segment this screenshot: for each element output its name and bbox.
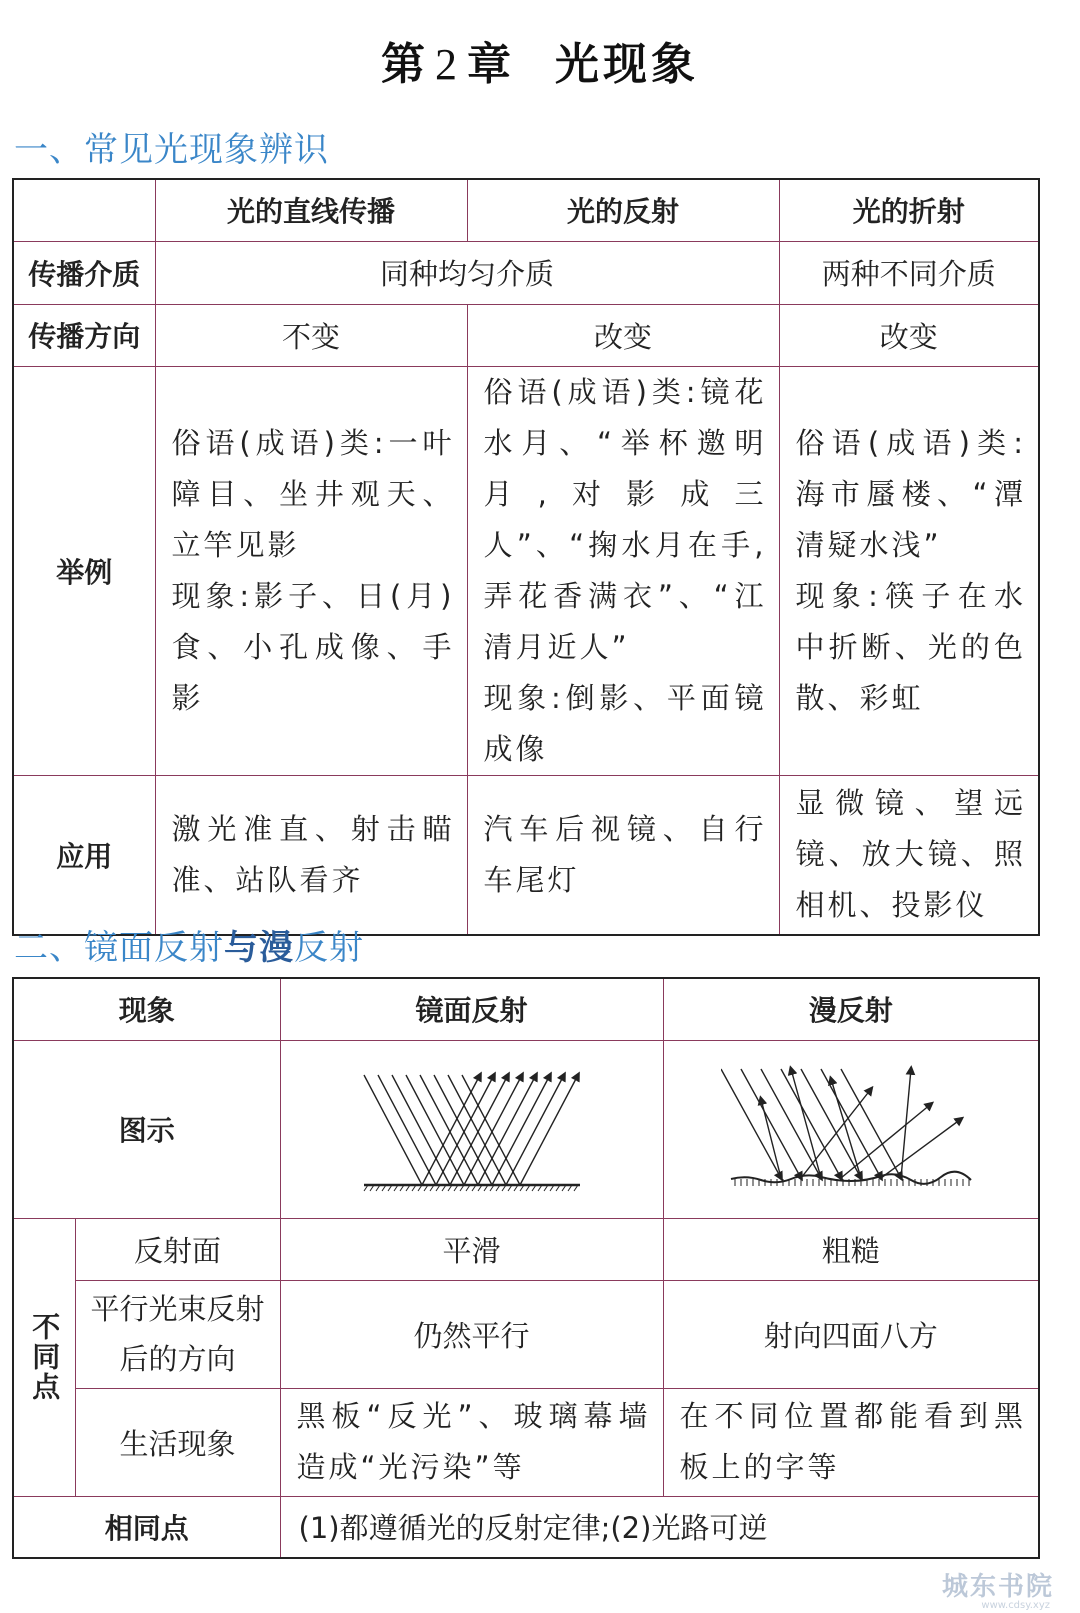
cell-specular-diagram: [280, 1040, 663, 1218]
examples-straight-idioms: 俗语(成语)类:一叶障目、坐井观天、立竿见影: [171, 425, 455, 562]
differences-label-cell: [13, 1218, 75, 1496]
examples-straight-phenomena: 现象:影子、日(月)食、小孔成像、手影: [171, 578, 455, 715]
row-header-diagram: 图示: [13, 1040, 280, 1218]
reflected-ray: [492, 1075, 550, 1185]
cell-medium-different: 两种不同介质: [779, 241, 1039, 304]
cell-examples-reflection: [467, 366, 779, 775]
row-header-surface: 反射面: [75, 1218, 280, 1280]
differences-label: 不同点: [28, 1312, 62, 1402]
examples-refraction-phenomena: 现象:筷子在水中折断、光的色散、彩虹: [795, 578, 1026, 715]
cell-life-specular: [280, 1388, 663, 1496]
col-header-refraction: 光的折射: [779, 179, 1039, 241]
examples-refraction-idioms: 俗语(成语)类:海市蜃楼、“潭清疑水浅”: [795, 425, 1026, 562]
corner-cell: [13, 179, 155, 241]
cell-common-text: (1)都遵循光的反射定律;(2)光路可逆: [280, 1496, 1039, 1558]
cell-medium-same: 同种均匀介质: [155, 241, 779, 304]
incident-ray: [821, 1069, 881, 1178]
reflected-ray: [450, 1075, 508, 1185]
col-header-diffuse: 漫反射: [663, 978, 1039, 1040]
cell-diffuse-diagram: [663, 1040, 1039, 1218]
incident-ray: [364, 1075, 422, 1185]
light-phenomena-table: [12, 178, 1040, 936]
diffuse-reflection-diagram: [721, 1059, 981, 1199]
col-header-straight: 光的直线传播: [155, 179, 467, 241]
cell-applications-straight: [155, 775, 467, 935]
row-header-examples: 举例: [13, 366, 155, 775]
applications-refraction-text: 显微镜、望远镜、放大镜、照相机、投影仪: [795, 786, 1026, 923]
col-header-phenomenon: 现象: [13, 978, 280, 1040]
page-title: 第 2 章 光现象: [381, 39, 699, 90]
row-header-medium: 传播介质: [13, 241, 155, 304]
cell-direction-specular: 仍然平行: [280, 1280, 663, 1388]
scattered-ray: [901, 1069, 911, 1178]
row-header-direction: 传播方向: [13, 304, 155, 366]
incident-ray: [462, 1075, 520, 1185]
reflected-ray: [506, 1075, 564, 1185]
cell-direction-diffuse: 射向四面八方: [663, 1280, 1039, 1388]
incident-ray: [841, 1069, 901, 1178]
incident-ray: [378, 1075, 436, 1185]
incident-ray: [448, 1075, 506, 1185]
cell-surface-specular: 平滑: [280, 1218, 663, 1280]
watermark-url: www.cdsy.xyz: [981, 1600, 1050, 1611]
row-header-common: 相同点: [13, 1496, 280, 1558]
reflected-ray: [464, 1075, 522, 1185]
incident-ray: [406, 1075, 464, 1185]
section-heading-1: 一、常见光现象辨识: [14, 130, 329, 170]
reflection-comparison-table: [12, 977, 1040, 1559]
cell-examples-straight: [155, 366, 467, 775]
life-specular-text: 黑板“反光”、玻璃幕墙造成“光污染”等: [296, 1399, 651, 1484]
applications-straight-text: 激光准直、射击瞄准、站队看齐: [171, 811, 455, 897]
examples-reflection-phenomena: 现象:倒影、平面镜成像: [483, 680, 767, 766]
watermark-logo: 城东书院: [941, 1572, 1054, 1602]
incident-ray: [392, 1075, 450, 1185]
col-header-specular: 镜面反射: [280, 978, 663, 1040]
examples-reflection-idioms: 俗语(成语)类:镜花水月、“举杯邀明月,对影成三人”、“掬水月在手,弄花香满衣”、“江清月近人”: [483, 374, 767, 664]
incident-ray: [420, 1075, 478, 1185]
row-header-beam-direction: [75, 1280, 280, 1388]
row-header-life: 生活现象: [75, 1388, 280, 1496]
rough-surface: [731, 1172, 971, 1184]
reflected-ray: [478, 1075, 536, 1185]
cell-examples-refraction: [779, 366, 1039, 775]
incident-ray: [721, 1069, 781, 1178]
cell-direction-reflection: 改变: [467, 304, 779, 366]
section-heading-2: 二、镜面反射与漫反射: [14, 928, 364, 968]
beam-direction-label: 平行光束反射后的方向: [90, 1292, 265, 1376]
cell-surface-diffuse: 粗糙: [663, 1218, 1039, 1280]
reflected-ray: [520, 1075, 578, 1185]
life-diffuse-text: 在不同位置都能看到黑板上的字等: [679, 1399, 1027, 1484]
cell-applications-refraction: [779, 775, 1039, 935]
reflected-ray: [436, 1075, 494, 1185]
col-header-reflection: 光的反射: [467, 179, 779, 241]
incident-ray: [741, 1069, 801, 1178]
incident-ray: [781, 1069, 841, 1178]
incident-ray: [434, 1075, 492, 1185]
cell-direction-straight: 不变: [155, 304, 467, 366]
scattered-ray: [881, 1119, 961, 1178]
cell-life-diffuse: [663, 1388, 1039, 1496]
incident-ray: [761, 1069, 821, 1178]
cell-direction-refraction: 改变: [779, 304, 1039, 366]
specular-reflection-diagram: [352, 1059, 592, 1199]
applications-reflection-text: 汽车后视镜、自行车尾灯: [483, 811, 767, 897]
row-header-applications: 应用: [13, 775, 155, 935]
incident-ray: [801, 1069, 861, 1178]
scattered-ray: [791, 1069, 821, 1178]
cell-applications-reflection: [467, 775, 779, 935]
scattered-ray: [831, 1079, 861, 1178]
